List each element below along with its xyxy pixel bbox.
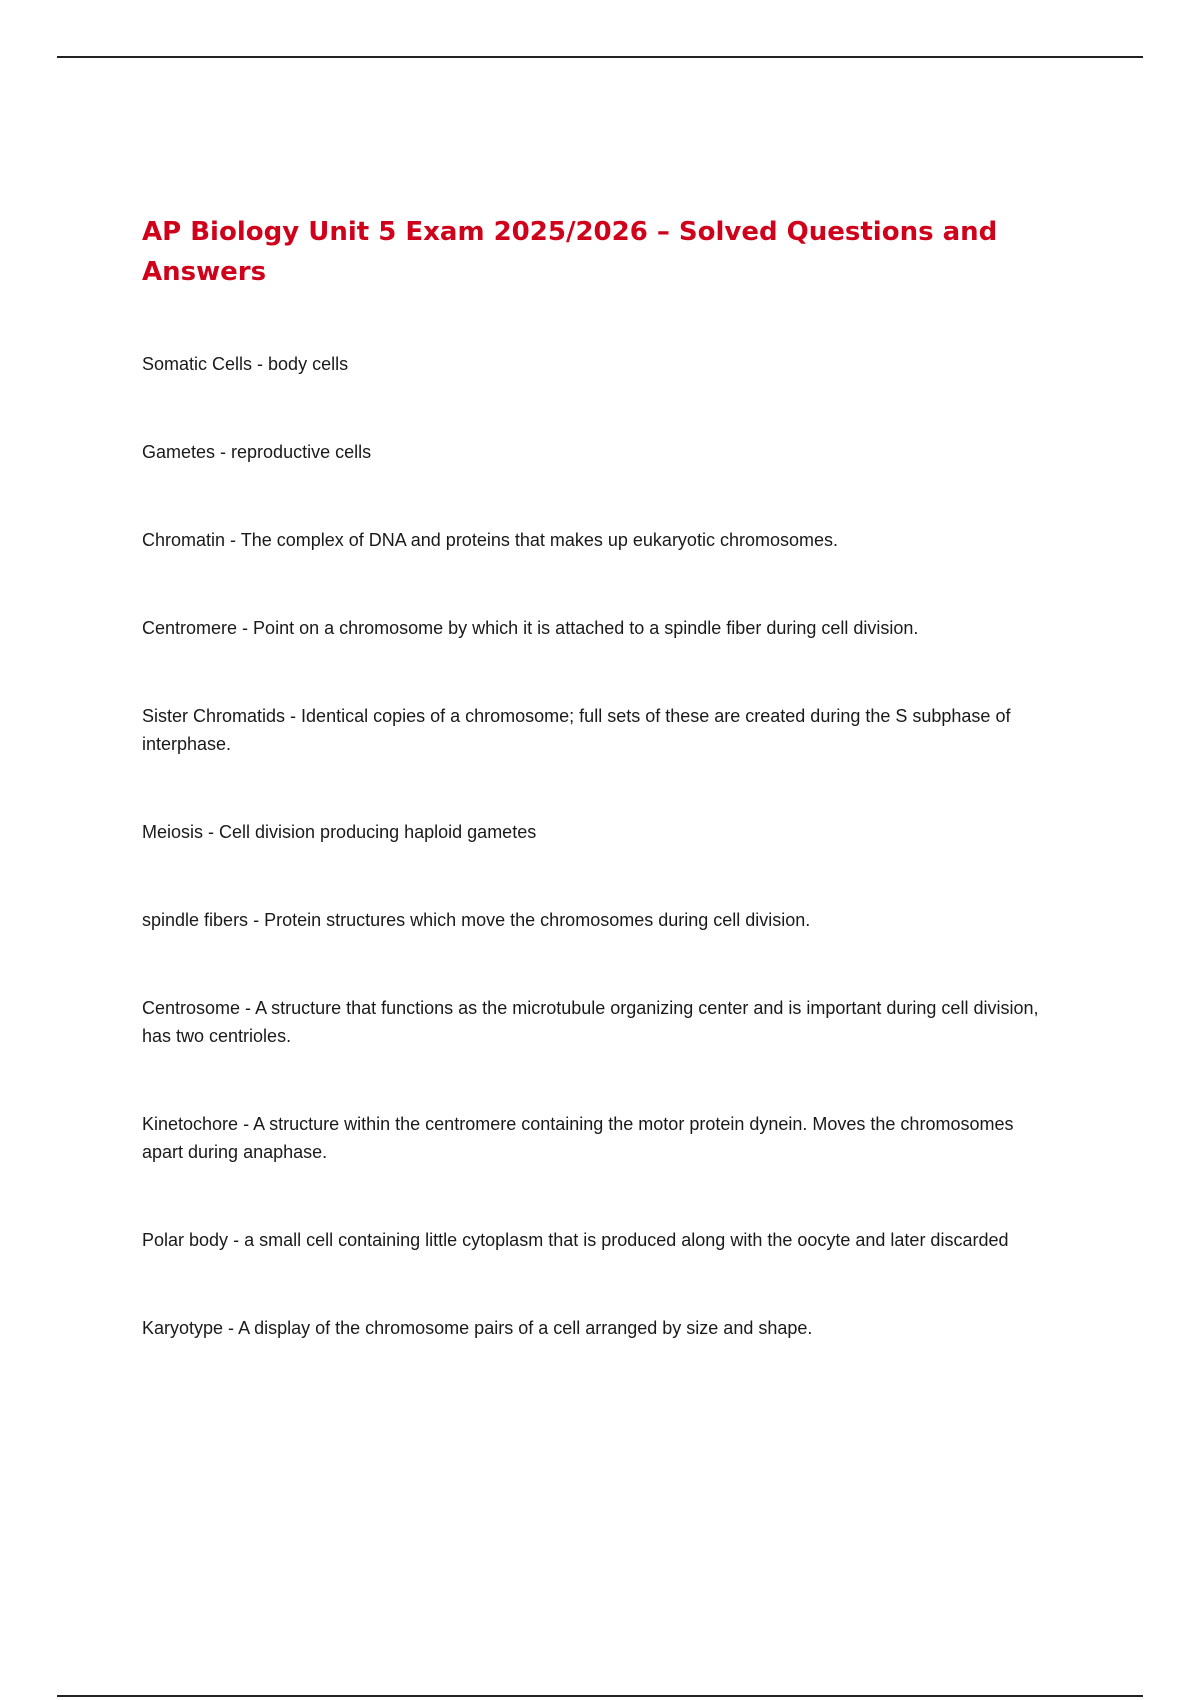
term-separator: - (225, 530, 241, 550)
term-entry (142, 702, 1042, 758)
document-body (142, 212, 1042, 1402)
top-divider (57, 56, 1143, 58)
term-name: Polar body (142, 1230, 229, 1250)
term-name: Somatic Cells (142, 354, 253, 374)
term-entry (142, 438, 1042, 466)
term-name: Kinetochore (142, 1114, 239, 1134)
term-separator: - (203, 822, 220, 842)
term-entry (142, 1226, 1042, 1254)
term-name: Centrosome (142, 998, 241, 1018)
term-entry (142, 614, 1042, 642)
term-definition: body cells (268, 354, 349, 374)
term-definition: A structure that functions as the microtubule organizing center and is important during cell division, has two centrioles. (142, 998, 1039, 1046)
term-entry (142, 350, 1042, 378)
term-separator: - (237, 618, 254, 638)
term-separator: - (228, 1230, 245, 1250)
term-definition: Identical copies of a chromosome; full sets of these are created during the S subphase of interphase. (142, 706, 1011, 754)
term-definition: reproductive cells (231, 442, 372, 462)
term-definition: A display of the chromosome pairs of a cell arranged by size and shape. (238, 1318, 813, 1338)
term-name: Chromatin (142, 530, 226, 550)
term-entry (142, 818, 1042, 846)
term-separator: - (285, 706, 302, 726)
document-title: AP Biology Unit 5 Exam 2025/2026 – Solved Questions and Answers (142, 217, 998, 287)
term-entry (142, 526, 1042, 554)
term-definition: Protein structures which move the chromosomes during cell division. (264, 910, 811, 930)
term-name: Meiosis (142, 822, 204, 842)
term-entry (142, 1110, 1042, 1166)
term-separator: - (252, 354, 269, 374)
term-definition: A structure within the centromere containing the motor protein dynein. Moves the chromosomes apart during anaphase. (142, 1114, 1014, 1162)
term-definition: Point on a chromosome by which it is attached to a spindle fiber during cell division. (253, 618, 919, 638)
term-definition: a small cell containing little cytoplasm that is produced along with the oocyte and later discarded (244, 1230, 1009, 1250)
term-name: spindle fibers (142, 910, 249, 930)
term-entry (142, 994, 1042, 1050)
term-separator: - (215, 442, 232, 462)
term-separator: - (248, 910, 265, 930)
term-separator: - (223, 1318, 239, 1338)
term-separator: - (240, 998, 256, 1018)
term-list (142, 350, 1042, 1342)
term-name: Sister Chromatids (142, 706, 286, 726)
term-name: Gametes (142, 442, 216, 462)
term-definition: The complex of DNA and proteins that makes up eukaryotic chromosomes. (240, 530, 838, 550)
term-entry (142, 1314, 1042, 1342)
term-name: Centromere (142, 618, 238, 638)
term-name: Karyotype (142, 1318, 224, 1338)
term-entry (142, 906, 1042, 934)
term-separator: - (238, 1114, 254, 1134)
term-definition: Cell division producing haploid gametes (219, 822, 537, 842)
bottom-divider (57, 1695, 1143, 1697)
